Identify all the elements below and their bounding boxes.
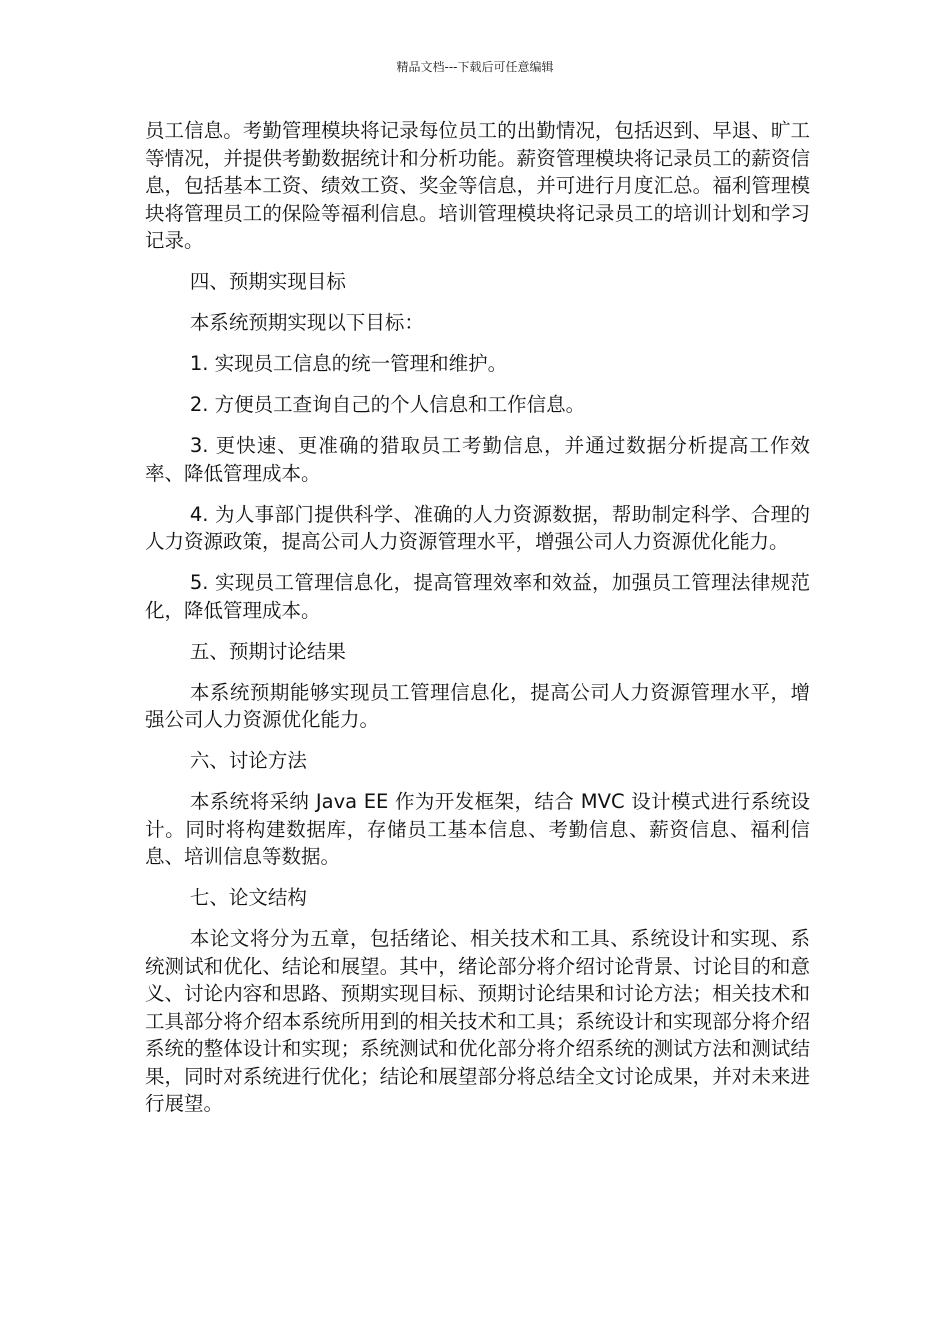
paragraph-goals-intro: 本系统预期实现以下目标：: [189, 311, 424, 334]
paragraph-methods: 本系统将采纳 Java EE 作为开发框架，结合 MVC 设计模式进行系统设计。同时将构建数据库，存储员工基本信息、考勤信息、薪资信息、福利信息、培训信息等数据。: [145, 790, 810, 868]
paragraph-structure: 本论文将分为五章，包括绪论、相关技术和工具、系统设计和实现、系统测试和优化、结论和展望。其中，绪论部分将介绍讨论背景、讨论目的和意义、讨论内容和思路、预期实现目标、预期讨论结果和讨论方法；相关技术和工具部分将介绍本系统所用到的相关技术和工具；系统设计和实现部分将介绍系统的整体设计和实现；系统测试和优化部分将介绍系统的测试方法和测试结果，同时对系统进行优化；结论和展望部分将总结全文讨论成果，并对未来进行展望。: [145, 927, 810, 1115]
list-item-goal-4: 4. 为人事部门提供科学、准确的人力资源数据，帮助制定科学、合理的人力资源政策，提高公司人力资源管理水平，增强公司人力资源优化能力。: [145, 502, 810, 553]
section-heading-results: 五、预期讨论结果: [189, 639, 346, 663]
paragraph-intro-continuation: 员工信息。考勤管理模块将记录每位员工的出勤情况，包括迟到、早退、旷工等情况，并提供考勤数据统计和分析功能。薪资管理模块将记录员工的薪资信息，包括基本工资、绩效工资、奖金等信息，并可进行月度汇总。福利管理模块将管理员工的保险等福利信息。培训管理模块将记录员工的培训计划和学习记录。: [145, 119, 810, 252]
section-heading-structure: 七、论文结构: [189, 886, 307, 909]
list-item-goal-5: 5. 实现员工管理信息化，提高管理效率和效益，加强员工管理法律规范化，降低管理成本。: [145, 571, 810, 622]
section-heading-goals: 四、预期实现目标: [189, 270, 346, 293]
list-item-goal-2: 2. 方便员工查询自己的个人信息和工作信息。: [189, 393, 586, 416]
section-heading-methods: 六、讨论方法: [189, 749, 307, 772]
list-item-goal-3: 3. 更快速、更准确的猎取员工考勤信息，并通过数据分析提高工作效率、降低管理成本。: [145, 434, 810, 485]
document-body: [145, 117, 810, 1131]
paragraph-results: 本系统预期能够实现员工管理信息化，提高公司人力资源管理水平，增强公司人力资源优化能力。: [145, 680, 810, 731]
list-item-goal-1: 1. 实现员工信息的统一管理和维护。: [189, 352, 508, 375]
page-header: 精品文档---下载后可任意编辑: [396, 60, 554, 74]
